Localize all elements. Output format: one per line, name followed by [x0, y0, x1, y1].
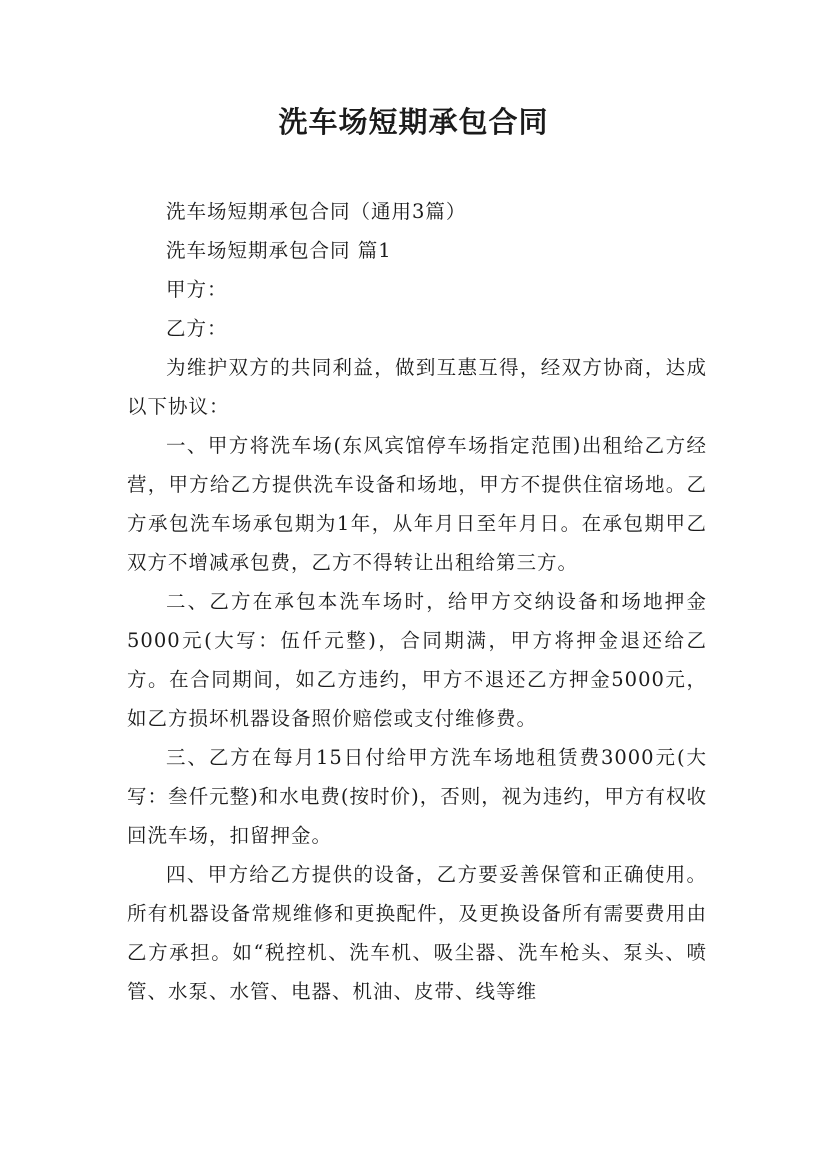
document-body — [127, 192, 707, 1011]
paragraph-clause-1: 一、甲方将洗车场(东风宾馆停车场指定范围)出租给乙方经营，甲方给乙方提供洗车设备和场地，甲方不提供住宿场地。乙方承包洗车场承包期为1年，从年月日至年月日。在承包期甲乙双方不增减承包费，乙方不得转让出租给第三方。 — [127, 434, 707, 574]
paragraph-section-heading: 洗车场短期承包合同 篇1 — [166, 239, 392, 262]
paragraph-party-a: 甲方： — [166, 278, 228, 301]
paragraph-subtitle: 洗车场短期承包合同（通用3篇） — [166, 200, 467, 223]
paragraph-clause-4: 四、甲方给乙方提供的设备，乙方要妥善保管和正确使用。所有机器设备常规维修和更换配件，及更换设备所有需要费用由乙方承担。如“税控机、洗车机、吸尘器、洗车枪头、泵头、喷管、水泵、水管、电器、机油、皮带、线等维 — [127, 863, 707, 1003]
paragraph-preamble: 为维护双方的共同利益，做到互惠互得，经双方协商，达成以下协议： — [127, 356, 707, 418]
document-title: 洗车场短期承包合同 — [278, 105, 549, 139]
paragraph-clause-3: 三、乙方在每月15日付给甲方洗车场地租赁费3000元(大写：叁仟元整)和水电费(按时价)，否则，视为违约，甲方有权收回洗车场，扣留押金。 — [127, 746, 707, 847]
paragraph-party-b: 乙方： — [166, 317, 228, 340]
paragraph-clause-2: 二、乙方在承包本洗车场时，给甲方交纳设备和场地押金5000元(大写：伍仟元整)，合同期满，甲方将押金退还给乙方。在合同期间，如乙方违约，甲方不退还乙方押金5000元，如乙方损坏机器设备照价赔偿或支付维修费。 — [127, 590, 707, 730]
